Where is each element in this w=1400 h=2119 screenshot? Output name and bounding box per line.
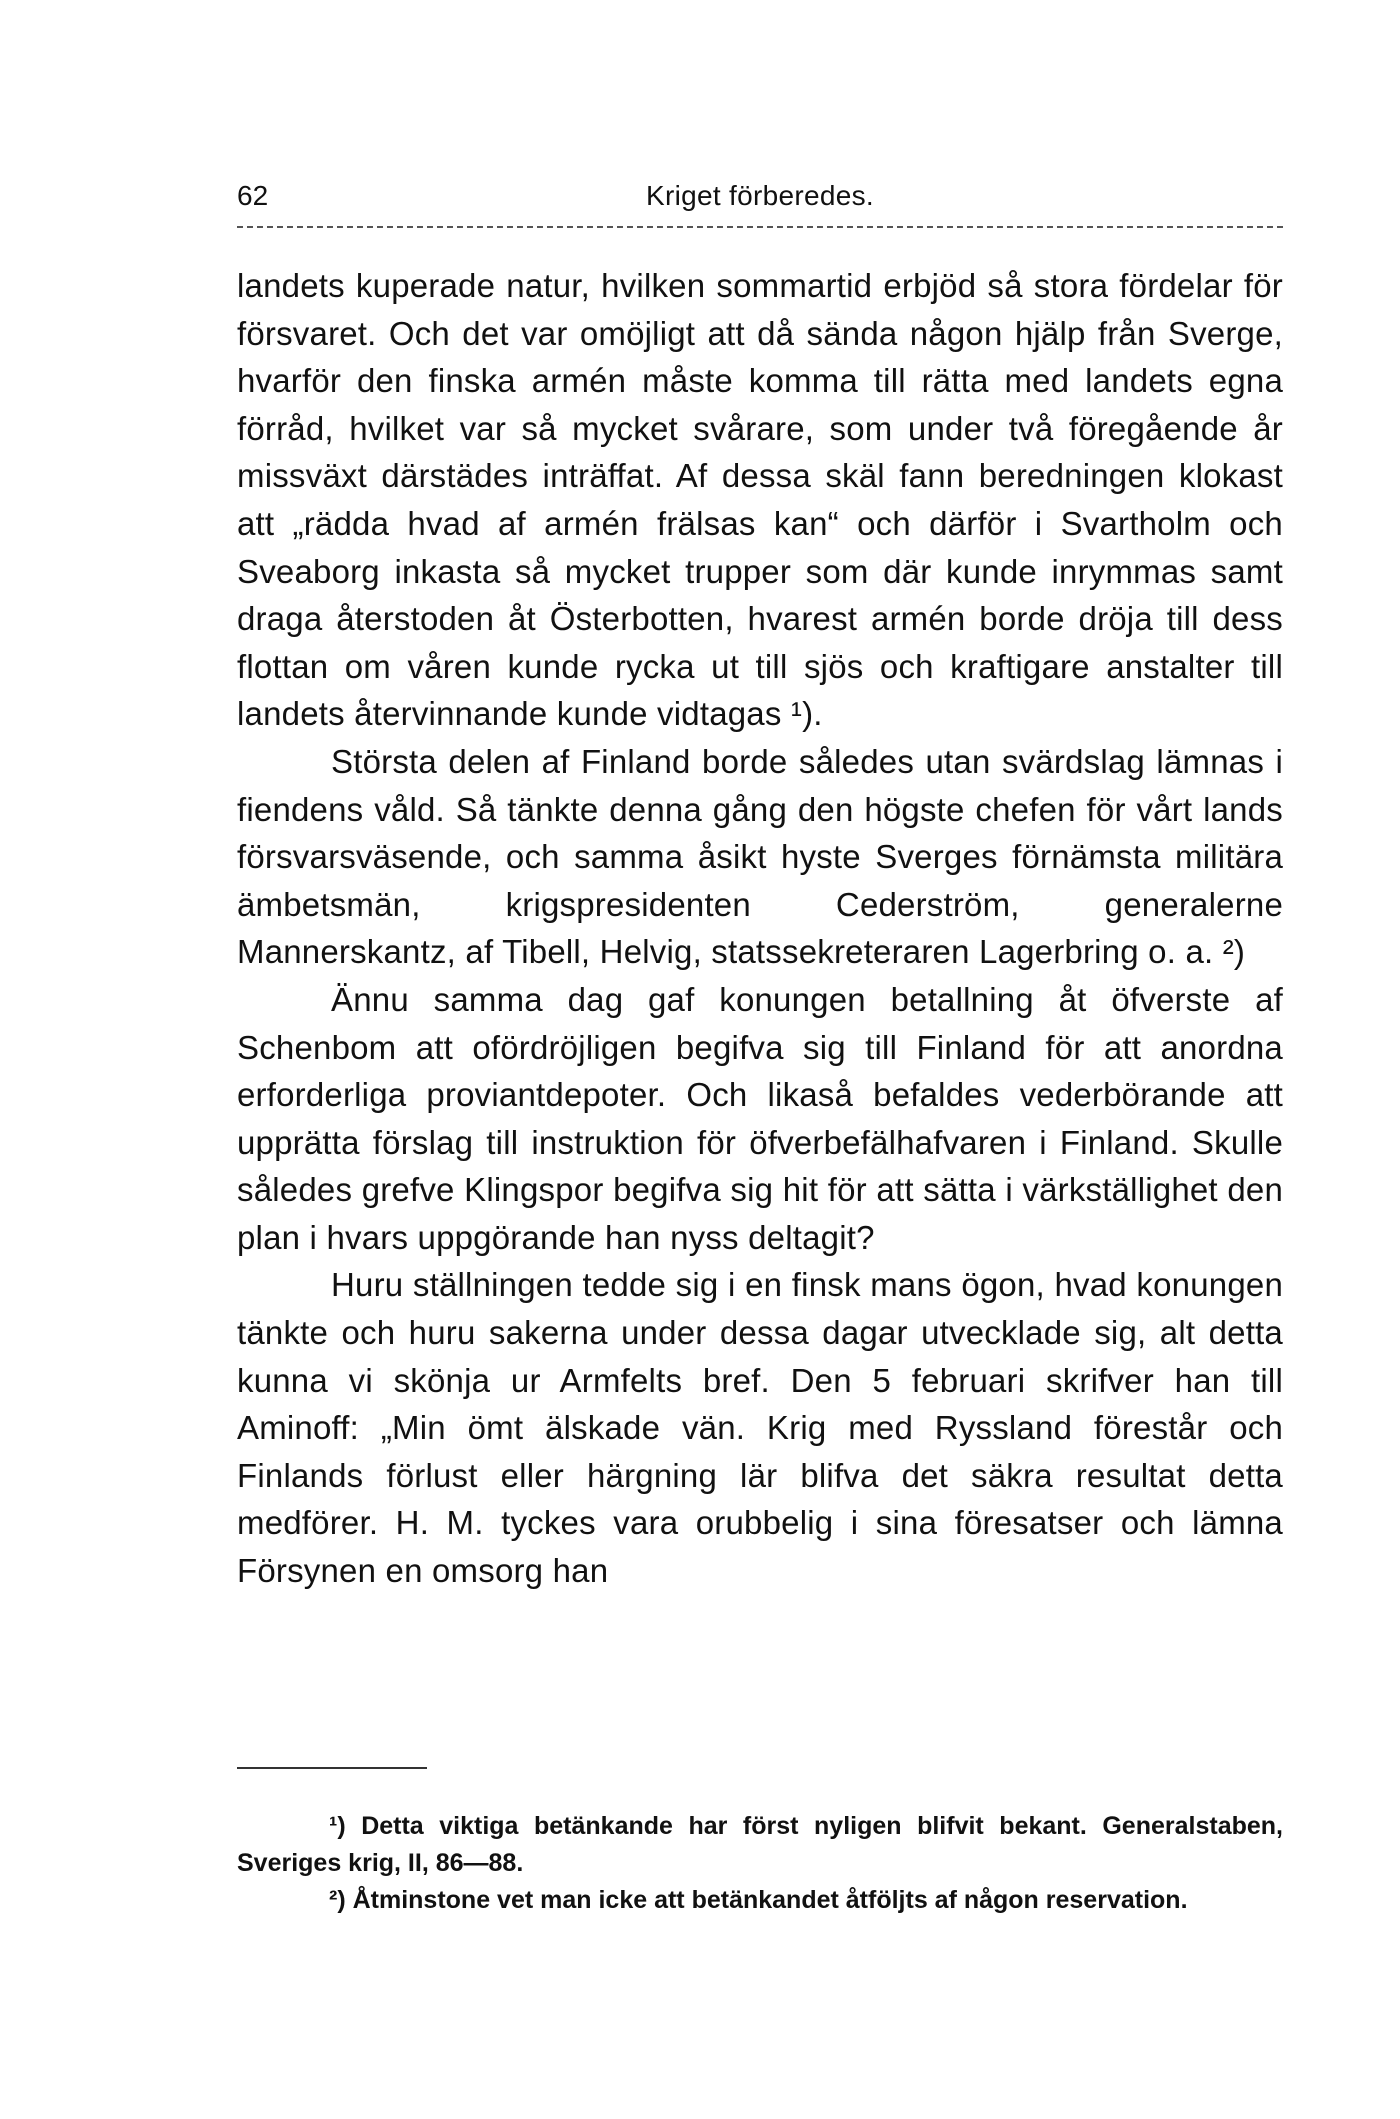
page-number: 62 xyxy=(237,180,269,211)
paragraph: landets kuperade natur, hvilken sommartid erbjöd så stora fördelar för försvaret. Och det var omöjligt att då sända någon hjälp från Sverge, hvarför den finska armén måste komma till rätta med landets egna förråd, hvilket var så mycket svårare, som under två föregående år missväxt därstädes inträffat. Af dessa skäl fann beredningen klokast att „rädda hvad af armén frälsas kan“ och därför i Svartholm och Sveaborg inkasta så mycket trupper som där kunde inrymmas samt draga återstoden åt Österbotten, hvarest armén borde dröja till dess flottan om våren kunde rycka ut till sjös och kraftigare anstalter till landets återvinnande kunde vidtagas ¹). xyxy=(237,267,1283,733)
body-text xyxy=(237,262,1283,1595)
running-title: Kriget förberedes. xyxy=(646,180,874,211)
book-page xyxy=(237,0,1283,2119)
footnote: ¹) Detta viktiga betänkande har först nyligen blifvit bekant. Generalstaben, Sveriges krig, II, 86—88. xyxy=(237,1812,1283,1877)
paragraph: Största delen af Finland borde således utan svärdslag lämnas i fiendens våld. Så tänkte denna gång den högste chefen för vårt lands försvarsväsende, och samma åsikt hyste Sverges förnämsta militära ämbetsmän, krigspresidenten Cederström, generalerne Mannerskantz, af Tibell, Helvig, statssekreteraren Lagerbring o. a. ²) xyxy=(237,742,1283,971)
footnotes xyxy=(237,1808,1283,1919)
paragraph: Huru ställningen tedde sig i en finsk mans ögon, hvad konungen tänkte och huru sakerna under dessa dagar utvecklade sig, alt detta kunna vi skönja ur Armfelts bref. Den 5 februari skrifver han till Aminoff: „Min ömt älskade vän. Krig med Ryssland förestår och Finlands förlust eller härgning lär blifva det säkra resultat detta medförer. H. M. tyckes vara orubbelig i sina föresatser och lämna Försynen en omsorg han xyxy=(237,1266,1283,1590)
paragraph: Ännu samma dag gaf konungen betallning åt öfverste af Schenbom att ofördröjligen begifva sig till Finland för att anordna erforderliga proviantdepoter. Och likaså befaldes vederbörande att upprätta förslag till instruktion för öfverbefälhafvaren i Finland. Skulle således grefve Klingspor begifva sig hit för att sätta i värkställighet den plan i hvars uppgörande han nyss deltagit? xyxy=(237,980,1283,1256)
running-head xyxy=(237,176,1283,216)
header-rule xyxy=(237,226,1283,228)
footnote: ²) Åtminstone vet man icke att betänkandet åtföljts af någon reservation. xyxy=(329,1886,1188,1914)
footnote-separator xyxy=(237,1767,427,1769)
